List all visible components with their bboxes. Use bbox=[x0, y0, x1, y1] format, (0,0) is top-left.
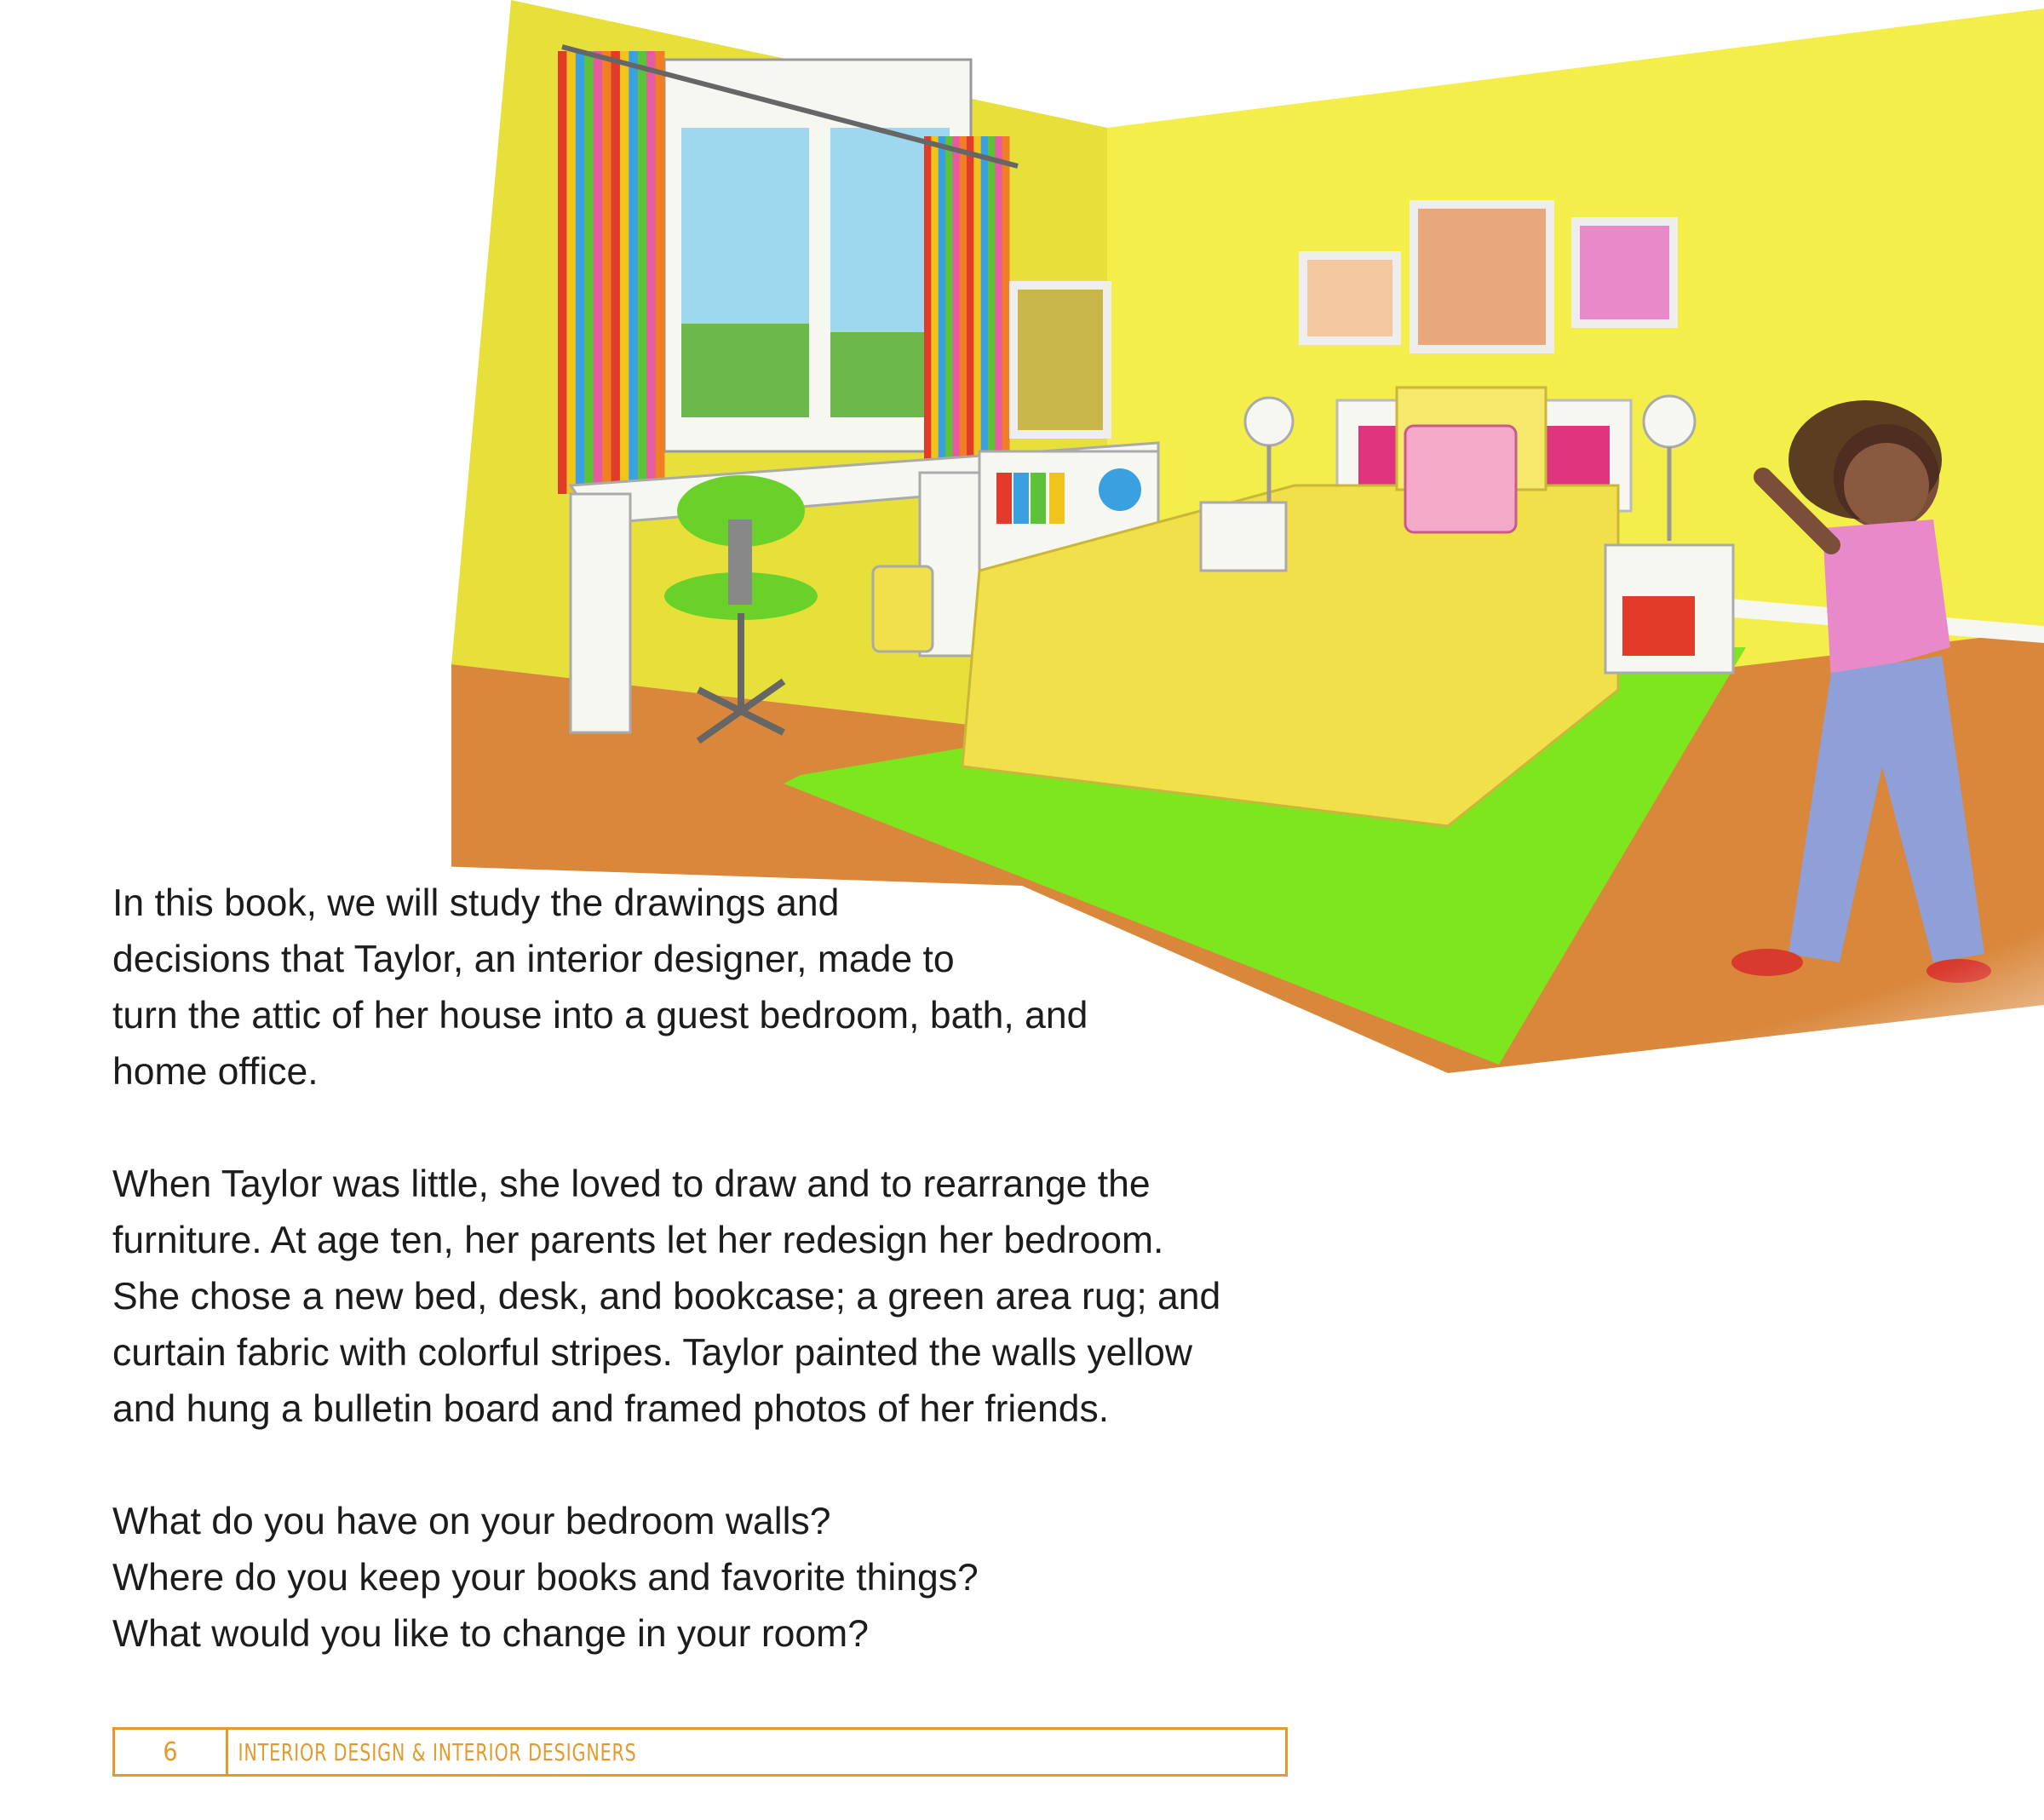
text-line: curtain fabric with colorful stripes. Taylor painted the walls yellow bbox=[112, 1332, 1192, 1374]
text-line: In this book, we will study the drawings and bbox=[112, 882, 840, 924]
paragraph bbox=[112, 876, 1322, 1100]
running-title: INTERIOR DESIGN & INTERIOR DESIGNERS bbox=[238, 1737, 637, 1766]
text-line: She chose a new bed, desk, and bookcase; a green area rug; and bbox=[112, 1276, 1221, 1318]
body-text bbox=[112, 876, 1322, 1662]
question-line: Where do you keep your books and favorite things? bbox=[112, 1557, 979, 1599]
text-line: When Taylor was little, she loved to draw and to rearrange the bbox=[112, 1163, 1151, 1205]
text-line: furniture. At age ten, her parents let her redesign her bedroom. bbox=[112, 1220, 1164, 1261]
text-line: turn the attic of her house into a guest bedroom, bath, and bbox=[112, 995, 1088, 1036]
page-number: 6 bbox=[115, 1730, 228, 1774]
page-footer bbox=[112, 1727, 1288, 1777]
paragraph bbox=[112, 1157, 1322, 1438]
text-line: home office. bbox=[112, 1051, 319, 1093]
text-line: decisions that Taylor, an interior designer, made to bbox=[112, 939, 955, 980]
text-line: and hung a bulletin board and framed photos of her friends. bbox=[112, 1388, 1110, 1430]
question-line: What would you like to change in your room? bbox=[112, 1613, 870, 1655]
paragraph bbox=[112, 1494, 1322, 1662]
question-line: What do you have on your bedroom walls? bbox=[112, 1501, 831, 1542]
